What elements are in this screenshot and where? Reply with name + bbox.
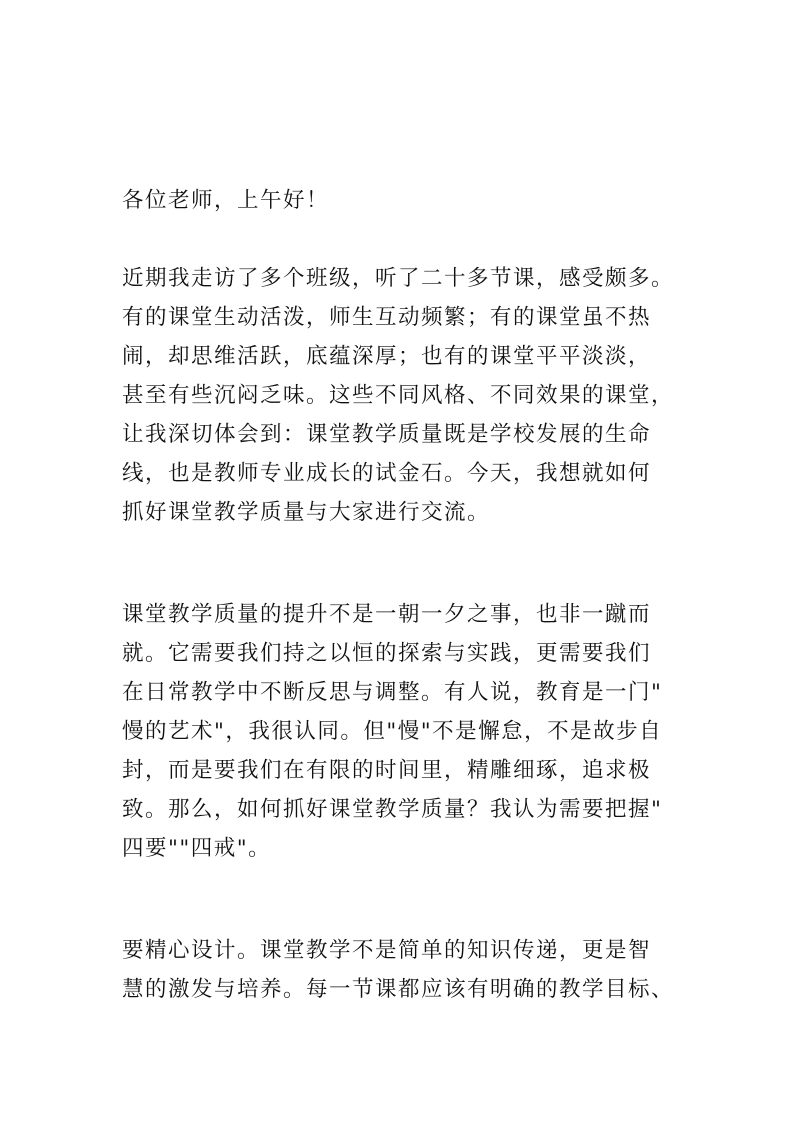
paragraph-line: 就。它需要我们持之以恒的探索与实践，更需要我们 (122, 641, 652, 666)
paragraph-line: 闹，却思维活跃，底蕴深厚；也有的课堂平平淡淡， (122, 344, 652, 369)
paragraph-line: 在日常教学中不断反思与调整。有人说，教育是一门" (122, 680, 663, 705)
paragraph-line: 慢的艺术"，我很认同。但"慢"不是懈怠，不是故步自 (122, 719, 663, 744)
paragraph-line: 要精心设计。课堂教学不是简单的知识传递，更是智 (122, 938, 652, 963)
paragraph-line: 近期我走访了多个班级，听了二十多节课，感受颇多。 (122, 266, 675, 291)
paragraph-line: 四要""四戒"。 (122, 836, 272, 861)
paragraph-line: 甚至有些沉闷乏味。这些不同风格、不同效果的课堂， (122, 383, 675, 408)
paragraph-line: 有的课堂生动活泼，师生互动频繁；有的课堂虽不热 (122, 305, 652, 330)
paragraph-line: 抓好课堂教学质量与大家进行交流。 (122, 500, 491, 525)
paragraph-line: 线，也是教师专业成长的试金石。今天，我想就如何 (122, 461, 652, 486)
paragraph-line: 让我深切体会到：课堂教学质量既是学校发展的生命 (122, 422, 652, 447)
paragraph-line: 封，而是要我们在有限的时间里，精雕细琢，追求极 (122, 758, 652, 783)
paragraph-line: 致。那么，如何抓好课堂教学质量？我认为需要把握" (122, 797, 663, 822)
paragraph-line: 课堂教学质量的提升不是一朝一夕之事，也非一蹴而 (122, 602, 652, 627)
greeting-line: 各位老师，上午好！ (122, 188, 330, 213)
paragraph-line: 慧的激发与培养。每一节课都应该有明确的教学目标、 (122, 977, 675, 1002)
